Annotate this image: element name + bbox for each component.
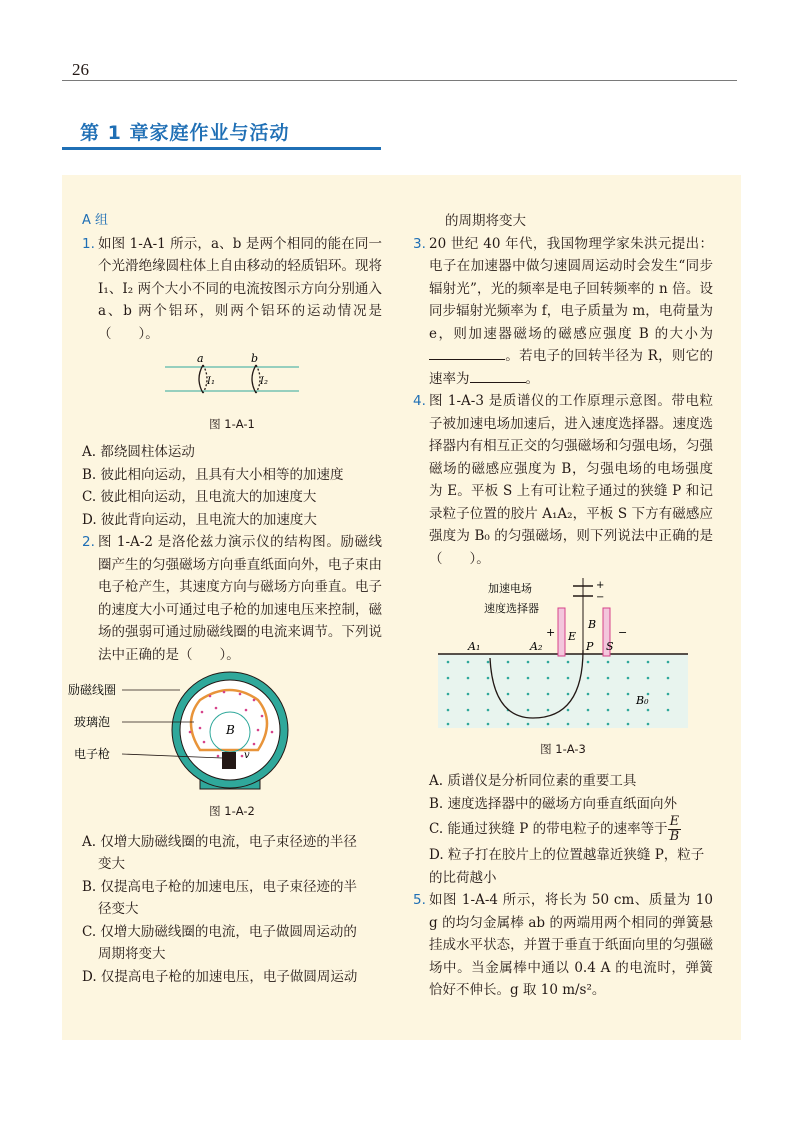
text-part: 。 (525, 370, 539, 387)
question-4 (413, 390, 713, 570)
field-e-label: E (568, 630, 577, 643)
gun-label: 电子枪 (74, 747, 111, 761)
bulb-label: 玻璃泡 (74, 715, 111, 729)
option-d: D. 粒子打在胶片上的位置越靠近狭缝 P，粒子的比荷越小 (429, 847, 705, 886)
figure-caption: 图 1-A-2 (209, 804, 255, 818)
minus-sign: − (596, 592, 605, 603)
fraction-numerator: E (669, 814, 680, 829)
question-text: 如图 1-A-1 所示，a、b 是两个相同的能在同一个光滑绝缘圆柱体上自由移动的轻质铝环。现将 I₁、I₂ 两个大小不同的电流按图示方向分别通入 a、b 两个铝环，则两个铝环的运动情况是（ ）。 (98, 235, 382, 342)
option-c (429, 815, 713, 844)
fraction-denominator: B (669, 829, 680, 844)
rings-diagram (157, 353, 307, 401)
chapter-underline (62, 147, 381, 150)
text-part: 。若电子的回转半径为 R，则它的速率为 (429, 348, 713, 387)
option-b: B. 速度选择器中的磁场方向垂直纸面向外 (429, 795, 678, 812)
field-b-label: B (226, 723, 235, 737)
a2-label: A₂ (530, 640, 543, 653)
group-label: A 组 (82, 213, 109, 228)
question-text (429, 233, 713, 391)
field-b0-label: B₀ (636, 694, 649, 707)
option-b-cont (82, 898, 382, 921)
question-2-options (82, 831, 382, 989)
minus-sign: − (618, 626, 628, 639)
option-a: A. 质谱仪是分析同位素的重要工具 (429, 773, 637, 789)
option-c-cont (82, 943, 382, 966)
ring-a-label: a (197, 352, 204, 365)
left-column (68, 210, 382, 988)
plus-sign: + (596, 580, 605, 591)
fraction-e-over-b (668, 815, 682, 844)
figure-1-a-1 (82, 353, 382, 409)
option-d (82, 966, 382, 989)
chapter-title: 第 1 章家庭作业与活动 (80, 122, 290, 144)
question-4-options (413, 770, 713, 889)
ring-b-label: b (251, 352, 259, 365)
plate-s-label: S (606, 640, 614, 653)
header-rule (62, 80, 737, 81)
option-text: B. 仅提高电子枪的加速电压，电子束径迹的半 (82, 878, 358, 895)
velocity-selector-label: 速度选择器 (484, 602, 539, 615)
question-text: 图 1-A-3 是质谱仪的工作原理示意图。带电粒子被加速电场加速后，进入速度选择器。速度选择器内有相互正交的匀强磁场和匀强电场，匀强磁场的磁感应强度为 B，匀强电场的电场强度为 E。平板 S 上有可让粒子通过的狭缝 P 和记录粒子位置的胶片 A₁A₂，平板 S 下方有磁感应强度为 B₀ 的匀强磁场，则下列说法中正确的是（ ）。 (429, 393, 713, 567)
accel-field-label: 加速电场 (488, 582, 532, 595)
question-1 (82, 233, 382, 346)
velocity-label: v (244, 750, 250, 761)
option-b (82, 876, 382, 899)
question-number: 4. (413, 393, 426, 409)
option-d: D. 彼此背向运动，且电流大的加速度大 (82, 511, 317, 528)
option-text: A. 仅增大励磁线圈的电流，电子束径迹的半径 (82, 833, 357, 850)
text-part: 20 世纪 40 年代，我国物理学家朱洪元提出：电子在加速器中做匀速圆周运动时会发生“同步辐射光”，光的频率是电子回转频率的 n 倍。设同步辐射光频率为 f，电子质量为 m，电荷量为 e，则加速器磁场的磁感应强度 B 的大小为 (429, 235, 713, 342)
mass-spectrometer-diagram (438, 578, 688, 728)
figure-caption: 图 1-A-3 (540, 741, 586, 756)
figure-1-a-2 (68, 672, 382, 792)
option-b: B. 彼此相向运动，且具有大小相等的加速度 (82, 466, 344, 483)
option-a-cont (82, 853, 382, 876)
right-column (413, 210, 713, 1002)
option-text: 的周期将变大 (445, 213, 526, 229)
question-number: 5. (413, 892, 426, 908)
figure-1-a-3 (413, 578, 713, 736)
question-number: 3. (413, 235, 426, 252)
slit-p-label: P (586, 640, 594, 653)
question-3 (413, 233, 713, 391)
current-i2-label: I₂ (260, 376, 268, 387)
lorentz-apparatus-diagram (68, 672, 372, 794)
current-i1-label: I₁ (207, 376, 215, 387)
option-text: 变大 (98, 856, 125, 872)
q2-option-d-cont (413, 210, 713, 233)
question-text: 如图 1-A-4 所示，将长为 50 cm、质量为 10 g 的均匀金属棒 ab 的两端用两个相同的弹簧悬挂成水平状态，并置于垂直于纸面向里的匀强磁场中。当金属棒中通以 0.4 A 的电流时，弹簧恰好不伸长。g 取 10 m/s²。 (429, 892, 713, 998)
question-text: 图 1-A-2 是洛伦兹力演示仪的结构图。励磁线圈产生的匀强磁场方向垂直纸面向外，电子束由电子枪产生，其速度方向与磁场方向垂直。电子的速度大小可通过电子枪的加速电压来控制，磁场的强弱可通过励磁线圈的电流来调节。下列说法中正确的是（ ）。 (98, 534, 382, 663)
question-1-options (82, 441, 382, 531)
coil-label: 励磁线圈 (68, 683, 117, 697)
field-b-label: B (588, 618, 597, 631)
question-5 (413, 889, 713, 1002)
question-number: 2. (82, 534, 95, 550)
a1-label: A₁ (468, 640, 481, 653)
page-number: 26 (72, 60, 89, 79)
option-a (82, 831, 382, 854)
question-2 (82, 531, 382, 666)
plus-sign: + (546, 626, 556, 639)
option-a: A. 都绕圆柱体运动 (82, 444, 195, 460)
option-text: 周期将变大 (98, 946, 166, 962)
option-c: C. 彼此相向运动，且电流大的加速度大 (82, 489, 317, 505)
option-text: 径变大 (98, 901, 139, 917)
option-c (82, 921, 382, 944)
figure-caption: 图 1-A-1 (209, 416, 255, 431)
option-text: D. 仅提高电子枪的加速电压，电子做圆周运动 (82, 968, 358, 985)
option-text: C. 仅增大励磁线圈的电流，电子做圆周运动的 (82, 923, 357, 940)
question-number: 1. (82, 235, 95, 252)
answer-blank-v[interactable] (470, 368, 526, 383)
answer-blank-b[interactable] (429, 345, 505, 360)
option-text: C. 能通过狭缝 P 的带电粒子的速率等于 (429, 821, 668, 838)
